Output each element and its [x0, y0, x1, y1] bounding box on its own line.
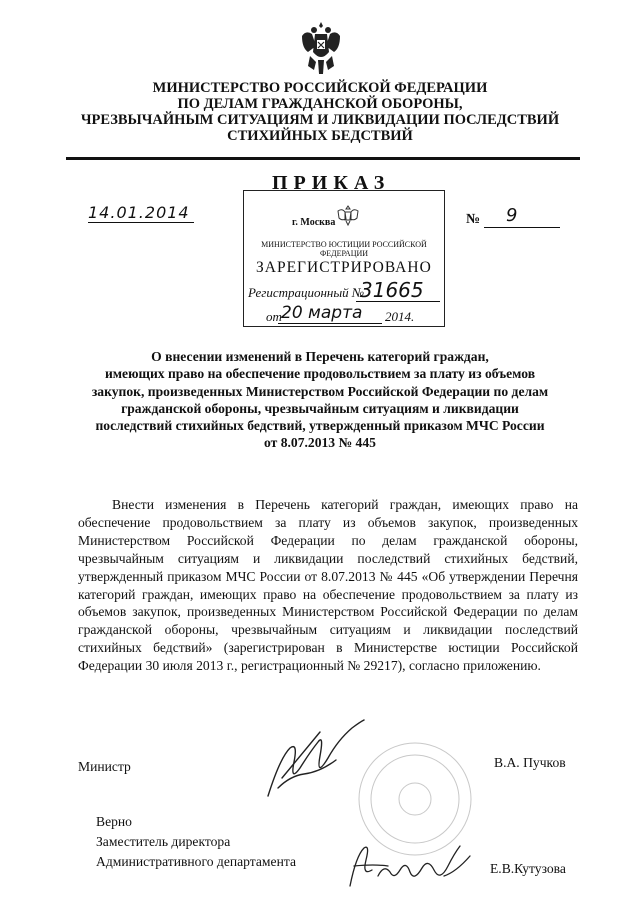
subject-line: гражданской обороны, чрезвычайным ситуациям и ликвидации [121, 400, 519, 416]
subject-line: от 8.07.2013 № 445 [264, 435, 376, 451]
russian-coat-of-arms-icon [296, 18, 346, 78]
minister-signature [260, 718, 370, 802]
subject-line: закупок, произведенных Министерством Российской Федерации по делам [91, 383, 549, 399]
order-date: 14.01.2014 [88, 203, 194, 223]
order-title: ПРИКАЗ [272, 172, 391, 194]
stamp-ministry-of-justice: МИНИСТЕРСТВО ЮСТИЦИИ РОССИЙСКОЙ ФЕДЕРАЦИИ [261, 240, 427, 258]
ministry-line: ЧРЕЗВЫЧАЙНЫМ СИТУАЦИЯМ И ЛИКВИДАЦИИ ПОСЛЕДСТВИЙ [80, 112, 560, 128]
order-number: 9 [506, 205, 518, 226]
stamp-reg-date-line [278, 323, 382, 324]
deputy-signature [344, 836, 478, 896]
subject-line: имеющих право на обеспечение продовольствием за плату из объемов [104, 366, 536, 382]
certified-line: Заместитель директора [96, 834, 231, 849]
order-number-line [484, 227, 560, 228]
subject-line: О внесении изменений в Перечень категорий граждан, [151, 349, 489, 364]
stamp-reg-date: 20 марта [281, 303, 363, 323]
certified-line: Административного департамента [96, 854, 296, 869]
order-number-label: № [466, 212, 481, 227]
body-paragraph: Внести изменения в Перечень категорий граждан, имеющих право на обеспечение продовольствием за плату из объемов закупок, произведенных Министерством Российской Федерации по делам гражданской обороны, чрезвычайным ситуациям и ликвидации последствий стихийных бедствий, утвержденный приказом МЧС России от 8.07.2013 № 445 «Об утверждении Перечня категорий граждан, имеющих право на обеспечение продовольствием за плату из объемов закупок, произведенных Министерством Российской Федерации по делам гражданской обороны, чрезвычайным ситуациям и ликвидации последствий стихийных бедствий» (зарегистрирован в Министерстве юстиции Российской Федерации 30 июля 2013 г., регистрационный № 29217), согласно приложению. [78, 497, 578, 674]
header-divider [66, 157, 580, 160]
minister-name: В.А. Пучков [494, 755, 566, 770]
certified-line: Верно [96, 814, 132, 829]
stamp-reg-number: 31665 [360, 278, 424, 302]
subject-line: последствий стихийных бедствий, утвержденный приказом МЧС России [95, 418, 545, 434]
eagle-seal-icon [333, 203, 363, 227]
ministry-line: МИНИСТЕРСТВО РОССИЙСКОЙ ФЕДЕРАЦИИ [152, 80, 488, 96]
order-body [78, 496, 578, 675]
ministry-header [0, 80, 640, 144]
order-subject [40, 348, 600, 452]
certified-copy-block [96, 812, 296, 872]
stamp-registered: ЗАРЕГИСТРИРОВАНО [256, 259, 432, 276]
ministry-line: ПО ДЕЛАМ ГРАЖДАНСКОЙ ОБОРОНЫ, [177, 96, 463, 112]
stamp-reg-year: 2014. [385, 309, 415, 324]
stamp-from-label: от [266, 309, 282, 324]
stamp-city: г. Москва [292, 217, 336, 228]
deputy-name: Е.В.Кутузова [490, 861, 566, 876]
stamp-reg-number-line [356, 301, 440, 302]
minister-label: Министр [78, 759, 131, 774]
ministry-line: СТИХИЙНЫХ БЕДСТВИЙ [227, 128, 413, 144]
stamp-reg-number-label: Регистрационный № [248, 285, 365, 300]
